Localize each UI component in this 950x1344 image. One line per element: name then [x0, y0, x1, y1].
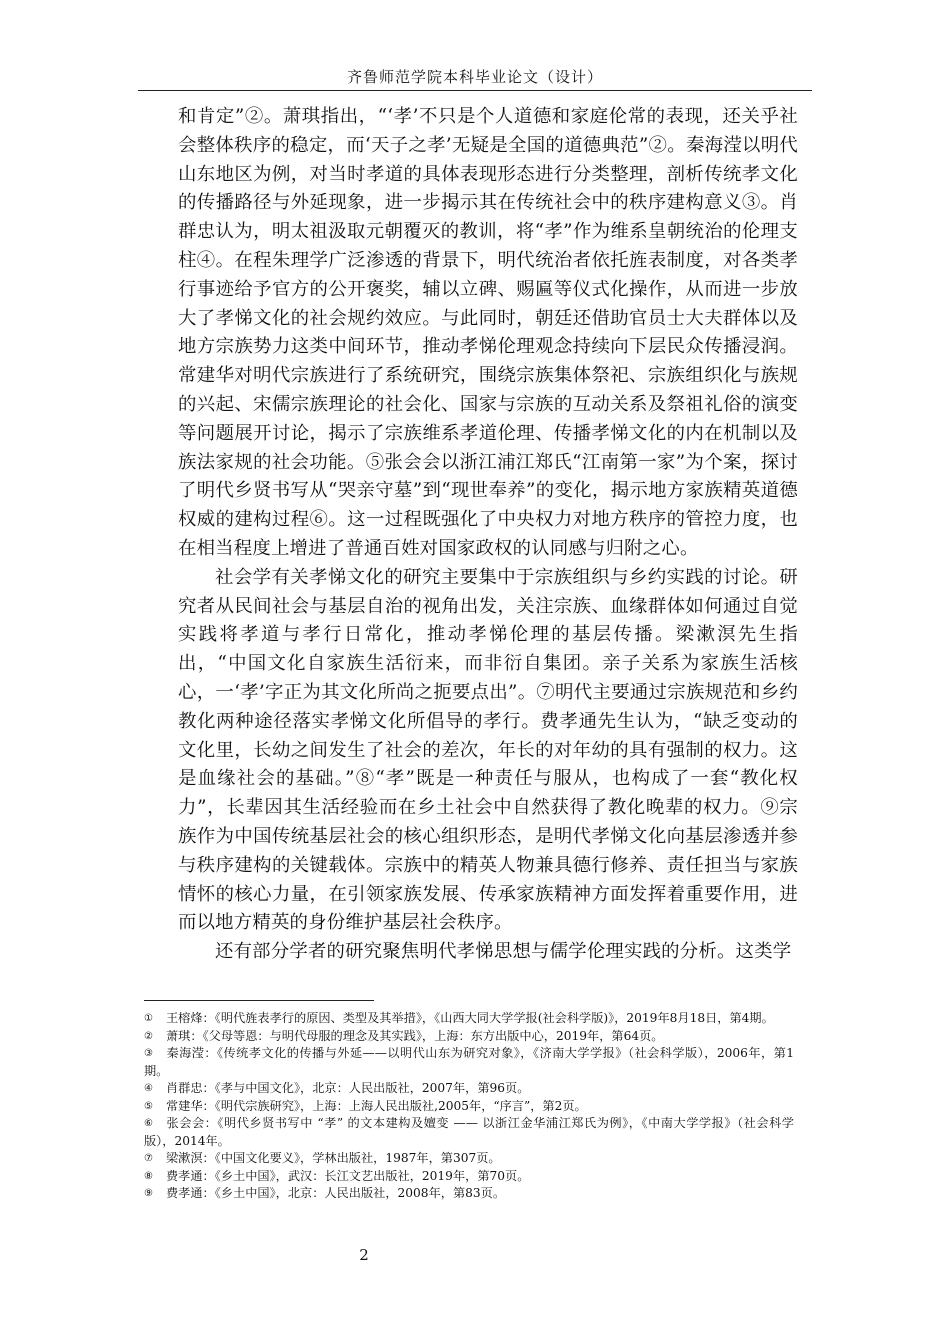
footnote-mark: ①: [144, 1013, 153, 1024]
footnote: [144, 1028, 794, 1046]
footnote-text: 梁漱溟：《中国文化要义》，学林出版社，1987年，第307页。: [166, 1151, 501, 1165]
header-rule: [138, 90, 812, 91]
footnote-mark: ②: [144, 1030, 153, 1042]
footnote-mark: ⑥: [144, 1118, 153, 1129]
paragraph: 还有部分学者的研究聚焦明代孝悌思想与儒学伦理实践的分析。这类学: [215, 941, 792, 963]
footnote-mark: ④: [144, 1083, 153, 1094]
footnote: [144, 1098, 794, 1116]
running-header: 齐鲁师范学院本科毕业论文（设计）: [346, 68, 603, 86]
paragraph: 和肯定”②。萧琪指出，“‘孝’不只是个人道德和家庭伦常的表现，还关乎社会整体秩序的稳定，而‘天子之孝’无疑是全国的道德典范”②。秦海滢以明代山东地区为例，对当时孝道的具体表现形态进行分类整理，剖析传统孝文化的传播路径与外延现象，进一步揭示其在传统社会中的秩序建构意义③。肖群忠认为，明太祖汲取元朝覆灭的教训，将“孝”作为维系皇朝统治的伦理支柱④。在程朱理学广泛渗透的背景下，明代统治者依托旌表制度，对各类孝行事迹给予官方的公开褒奖，辅以立碑、赐匾等仪式化操作，从而进一步放大了孝悌文化的社会规约效应。与此同时，朝廷还借助官员士大夫群体以及地方宗族势力这类中间环节，推动孝悌伦理观念持续向下层民众传播浸润。常建华对明代宗族进行了系统研究，围绕宗族集体祭祀、宗族组织化与族规的兴起、宋儒宗族理论的社会化、国家与宗族的互动关系及祭祖礼俗的演变等问题展开讨论，揭示了宗族维系孝道伦理、传播孝悌文化的内在机制以及族法家规的社会功能。⑤张会会以浙江浦江郑氏“江南第一家”为个案，探讨了明代乡贤书写从“哭亲守墓”到“现世奉养”的变化，揭示地方家族精英道德权威的建构过程⑥。这一过程既强化了中央权力对地方秩序的管控力度，也在相当程度上增进了普通百姓对国家政权的认同感与归附之心。: [178, 106, 798, 559]
footnote: [144, 1080, 794, 1098]
footnote-text: 王榕烽：《明代旌表孝行的原因、类型及其举措》，《山西大同大学学报(社会科学版)》，2019年8月18日，第4期。: [166, 1011, 774, 1025]
footnotes: [144, 1010, 794, 1203]
footnote-text: 费孝通：《乡土中国》，北京：人民出版社，2008年，第83页。: [166, 1186, 506, 1200]
footnote: [144, 1010, 794, 1028]
body-text: [178, 103, 798, 967]
footnote: [144, 1185, 794, 1203]
footnote: [144, 1045, 794, 1080]
footnote-mark: ⑤: [144, 1100, 153, 1112]
page-number: 2: [359, 1246, 369, 1264]
footnote-text: 费孝通：《乡土中国》，武汉：长江文艺出版社，2019年，第70页。: [166, 1168, 530, 1183]
footnote-text: 张会会：《明代乡贤书写中 “孝” 的文本建构及嬗变 —— 以浙江金华浦江郑氏为例》，《中南大学学报》（社会科学版），2014年。: [144, 1116, 794, 1148]
footnote: [144, 1115, 794, 1150]
footnote-separator: [144, 1000, 374, 1001]
footnote-mark: ⑧: [144, 1170, 153, 1182]
footnote-text: 秦海滢：《传统孝文化的传播与外延——以明代山东为研究对象》，《济南大学学报》（社会科学版），2006年，第1期。: [144, 1046, 794, 1078]
footnote-text: 萧琪：《父母等恩：与明代母服的理念及其实践》，上海：东方出版中心，2019年，第64页。: [166, 1028, 664, 1043]
footnote-mark: ⑦: [144, 1153, 153, 1164]
footnote-text: 常建华：《明代宗族研究》，上海：上海人民出版社,2005年，“序言”，第2页。: [166, 1098, 587, 1113]
footnote-text: 肖群忠：《孝与中国文化》，北京：人民出版社，2007年，第96页。: [166, 1081, 530, 1095]
footnote-mark: ③: [144, 1048, 153, 1059]
paragraph: 社会学有关孝悌文化的研究主要集中于宗族组织与乡约实践的讨论。研究者从民间社会与基层自治的视角出发，关注宗族、血缘群体如何通过自觉实践将孝道与孝行日常化，推动孝悌伦理的基层传播。梁漱溟先生指出，“中国文化自家族生活衍来，而非衍自集团。亲子关系为家族生活核心，一‘孝’字正为其文化所尚之扼要点出”。⑦明代主要通过宗族规范和乡约教化两种途径落实孝悌文化所倡导的孝行。费孝通先生认为，“缺乏变动的文化里，长幼之间发生了社会的差次，年长的对年幼的具有强制的权力。这是血缘社会的基础。”⑧“孝”既是一种责任与服从，也构成了一套“教化权力”，长辈因其生活经验而在乡土社会中自然获得了教化晚辈的权力。⑨宗族作为中国传统基层社会的核心组织形态，是明代孝悌文化向基层渗透并参与秩序建构的关键载体。宗族中的精英人物兼具德行修养、责任担当与家族情怀的核心力量，在引领家族发展、传承家族精神方面发挥着重要作用，进而以地方精英的身份维护基层社会秩序。: [178, 566, 798, 934]
footnote: [144, 1150, 794, 1168]
footnote-mark: ⑨: [144, 1188, 153, 1199]
footnote: [144, 1168, 794, 1186]
